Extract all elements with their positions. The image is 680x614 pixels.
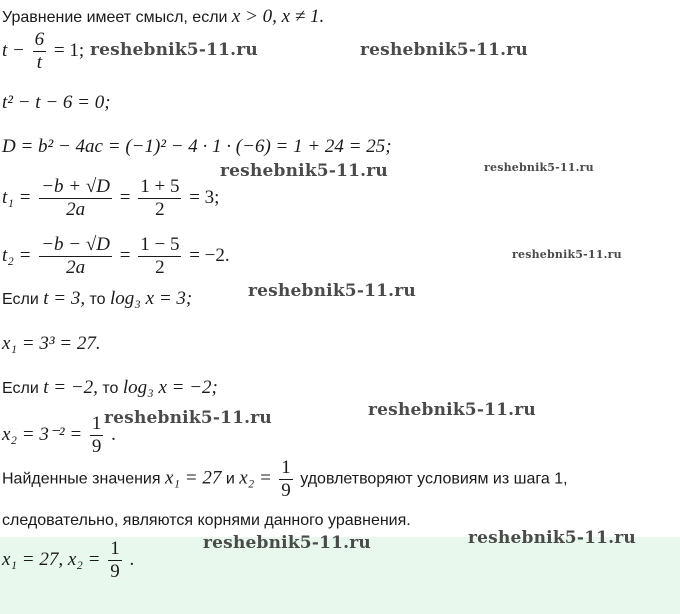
root2-result: = −2. — [189, 244, 230, 266]
equation-suffix: = 1; — [53, 39, 85, 61]
root1-label: t₁ = — [2, 186, 32, 208]
fraction-denominator: t — [36, 52, 42, 73]
root2-value-fraction — [138, 234, 181, 279]
root1-result: = 3; — [189, 186, 220, 208]
watermark: reshebnik5-11.ru — [468, 528, 636, 548]
conclusion-line — [2, 457, 568, 502]
root2-line — [2, 234, 230, 279]
quadratic-equation: t² − t − 6 = 0; — [2, 92, 111, 113]
watermark: reshebnik5-11.ru — [220, 161, 388, 181]
watermark: reshebnik5-11.ru — [512, 248, 622, 261]
x2-prefix: x₂ = 3⁻² = — [2, 423, 83, 445]
root1-line — [2, 176, 219, 221]
case2-condition: t = −2, — [43, 377, 98, 398]
watermark: reshebnik5-11.ru — [90, 40, 258, 60]
case1-condition: t = 3, — [43, 288, 86, 309]
condition-math: x > 0, x ≠ 1. — [231, 6, 325, 27]
root1-value-numerator: 1 + 5 — [140, 176, 180, 197]
conclusion-numerator: 1 — [281, 457, 291, 478]
root2-value-denominator: 2 — [155, 257, 165, 278]
root1-value-denominator: 2 — [155, 199, 165, 220]
x2-fraction — [90, 413, 104, 458]
root2-label: t₂ = — [2, 244, 32, 266]
root1-formula-numerator: −b + √D — [41, 176, 111, 197]
case1-if: Если — [2, 291, 39, 308]
conclusion-and: и — [225, 470, 235, 488]
root1-formula-denominator: 2a — [66, 199, 86, 220]
watermark: reshebnik5-11.ru — [368, 400, 536, 420]
root2-formula-denominator: 2a — [66, 257, 86, 278]
answer-line — [2, 538, 134, 583]
case1-line — [2, 288, 192, 310]
equation-fraction — [33, 29, 47, 74]
case2-line — [2, 377, 218, 399]
x2-line — [2, 413, 116, 458]
equals-sign: = — [119, 244, 131, 266]
answer-numerator: 1 — [110, 538, 120, 559]
x1-line: x₁ = 3³ = 27. — [2, 333, 101, 354]
conclusion-text1: Найденные значения — [2, 470, 161, 488]
case2-equation: log₃ x = −2; — [122, 377, 218, 398]
case1-equation: log₃ x = 3; — [110, 288, 193, 309]
root1-formula-fraction — [39, 176, 112, 221]
case2-if: Если — [2, 380, 39, 397]
root2-formula-numerator: −b − √D — [41, 234, 111, 255]
case2-then: то — [102, 380, 119, 397]
watermark: reshebnik5-11.ru — [104, 408, 272, 428]
conclusion-line2: следовательно, являются корнями данного уравнения. — [2, 512, 411, 529]
conclusion-text2: удовлетворяют условиям из шага 1, — [300, 470, 568, 488]
answer-denominator: 9 — [110, 561, 120, 582]
watermark: reshebnik5-11.ru — [484, 161, 594, 174]
conclusion-x2-prefix: x₂ = — [239, 467, 272, 489]
root2-value-numerator: 1 − 5 — [140, 234, 180, 255]
root1-value-fraction — [138, 176, 181, 221]
x2-suffix: . — [111, 423, 116, 445]
substitution-equation — [2, 29, 84, 74]
conclusion-x1: x₁ = 27 — [164, 467, 222, 489]
watermark: reshebnik5-11.ru — [248, 281, 416, 301]
watermark: reshebnik5-11.ru — [360, 40, 528, 60]
root2-formula-fraction — [39, 234, 112, 279]
case1-then: то — [89, 291, 106, 308]
condition-line — [2, 6, 324, 28]
x2-numerator: 1 — [91, 413, 102, 434]
answer-prefix: x₁ = 27, x₂ = — [2, 548, 101, 570]
conclusion-denominator: 9 — [281, 480, 291, 501]
condition-text: Уравнение имеет смысл, если — [2, 9, 228, 26]
conclusion-fraction — [279, 457, 293, 502]
watermark: reshebnik5-11.ru — [203, 533, 371, 553]
answer-fraction — [108, 538, 122, 583]
discriminant-line: D = b² − 4ac = (−1)² − 4 · 1 · (−6) = 1 + 24 = 25; — [2, 136, 392, 157]
equation-prefix: t − — [2, 39, 25, 61]
equals-sign: = — [119, 186, 131, 208]
answer-suffix: . — [129, 548, 135, 570]
fraction-numerator: 6 — [34, 29, 45, 50]
x2-denominator: 9 — [91, 436, 102, 457]
